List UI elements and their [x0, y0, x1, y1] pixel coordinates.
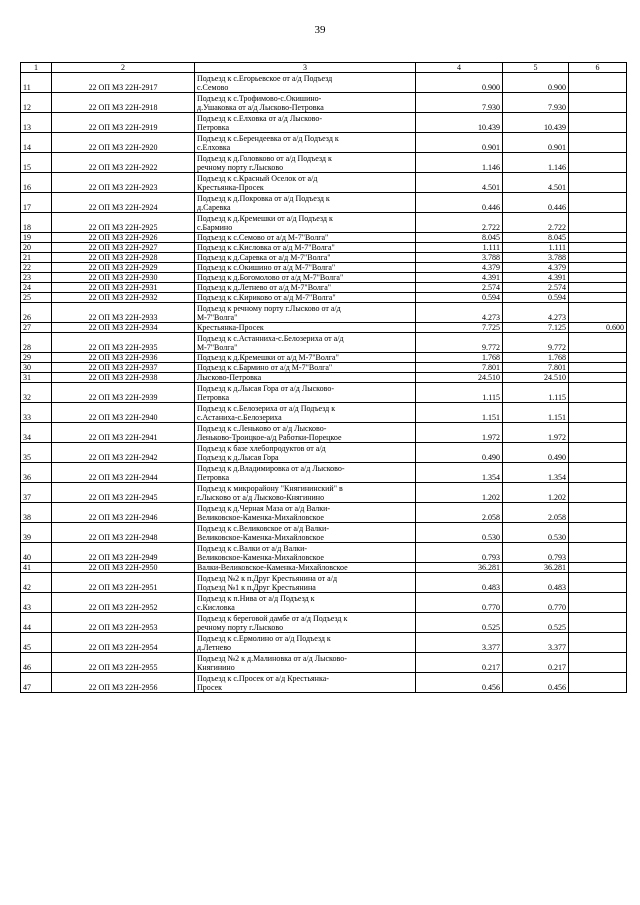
road-code: 22 ОП МЗ 22Н-2949	[52, 543, 195, 563]
length-col-5: 1.354	[503, 463, 569, 483]
length-col-5: 4.501	[503, 173, 569, 193]
table-row	[21, 593, 627, 613]
table-row	[21, 233, 627, 243]
header-col-6: 6	[569, 63, 627, 73]
length-total: 2.058	[416, 503, 503, 523]
length-col-5: 7.125	[503, 323, 569, 333]
road-code: 22 ОП МЗ 22Н-2918	[52, 93, 195, 113]
table-row	[21, 213, 627, 233]
length-total: 10.439	[416, 113, 503, 133]
length-col-6	[569, 353, 627, 363]
road-code: 22 ОП МЗ 22Н-2946	[52, 503, 195, 523]
road-name: Подъезд к с.Астанниха-с.Белозериха от а/д М-7"Волга"	[195, 333, 416, 353]
length-col-5: 3.377	[503, 633, 569, 653]
road-name: Подъезд №2 к д.Малиновка от а/д Лысково- Княгинино	[195, 653, 416, 673]
road-code: 22 ОП МЗ 22Н-2922	[52, 153, 195, 173]
length-total: 0.530	[416, 523, 503, 543]
road-code: 22 ОП МЗ 22Н-2940	[52, 403, 195, 423]
road-code: 22 ОП МЗ 22Н-2953	[52, 613, 195, 633]
length-col-5: 2.058	[503, 503, 569, 523]
length-col-6	[569, 133, 627, 153]
length-col-6	[569, 373, 627, 383]
row-number: 34	[21, 423, 52, 443]
road-name: Подъезд к с.Семово от а/д М-7"Волга"	[195, 233, 416, 243]
length-col-6	[569, 463, 627, 483]
table-row	[21, 283, 627, 293]
length-col-5: 0.901	[503, 133, 569, 153]
length-col-6	[569, 633, 627, 653]
length-col-5: 1.768	[503, 353, 569, 363]
length-col-6	[569, 233, 627, 243]
length-total: 8.045	[416, 233, 503, 243]
length-col-5: 0.483	[503, 573, 569, 593]
road-name: Подъезд к д.Лысая Гора от а/д Лысково- Петровка	[195, 383, 416, 403]
road-code: 22 ОП МЗ 22Н-2923	[52, 173, 195, 193]
row-number: 38	[21, 503, 52, 523]
length-col-5: 4.391	[503, 273, 569, 283]
road-name: Подъезд к с.Ермолино от а/д Подъезд к д.Летнево	[195, 633, 416, 653]
length-total: 36.281	[416, 563, 503, 573]
road-code: 22 ОП МЗ 22Н-2941	[52, 423, 195, 443]
length-col-6	[569, 503, 627, 523]
length-total: 0.217	[416, 653, 503, 673]
table-row	[21, 403, 627, 423]
row-number: 24	[21, 283, 52, 293]
length-col-5: 0.456	[503, 673, 569, 693]
road-name: Подъезд к с.Просек от а/д Крестьянка- Просек	[195, 673, 416, 693]
road-code: 22 ОП МЗ 22Н-2955	[52, 653, 195, 673]
roads-table	[20, 62, 627, 693]
length-col-5: 10.439	[503, 113, 569, 133]
row-number: 32	[21, 383, 52, 403]
length-col-5: 8.045	[503, 233, 569, 243]
length-col-5: 1.151	[503, 403, 569, 423]
length-col-6	[569, 273, 627, 283]
row-number: 44	[21, 613, 52, 633]
table-row	[21, 323, 627, 333]
road-name: Подъезд к речному порту г.Лысково от а/д М-7"Волга"	[195, 303, 416, 323]
table-row	[21, 173, 627, 193]
road-name: Подъезд к береговой дамбе от а/д Подъезд к речному порту г.Лысково	[195, 613, 416, 633]
road-name: Подъезд к с.Кисловка от а/д М-7"Волга"	[195, 243, 416, 253]
road-code: 22 ОП МЗ 22Н-2944	[52, 463, 195, 483]
length-total: 1.111	[416, 243, 503, 253]
length-total: 1.151	[416, 403, 503, 423]
length-total: 7.930	[416, 93, 503, 113]
length-col-6	[569, 613, 627, 633]
road-name: Подъезд к д.Владимировка от а/д Лысково- Петровка	[195, 463, 416, 483]
length-col-6	[569, 333, 627, 353]
road-code: 22 ОП МЗ 22Н-2917	[52, 73, 195, 93]
road-code: 22 ОП МЗ 22Н-2935	[52, 333, 195, 353]
length-col-6	[569, 543, 627, 563]
length-col-5: 1.202	[503, 483, 569, 503]
row-number: 14	[21, 133, 52, 153]
length-col-5: 0.525	[503, 613, 569, 633]
length-col-6	[569, 193, 627, 213]
road-code: 22 ОП МЗ 22Н-2954	[52, 633, 195, 653]
length-col-5: 1.146	[503, 153, 569, 173]
row-number: 16	[21, 173, 52, 193]
length-col-5: 36.281	[503, 563, 569, 573]
length-col-5: 7.930	[503, 93, 569, 113]
road-name: Подъезд к п.Нива от а/д Подъезд к с.Кисловка	[195, 593, 416, 613]
length-total: 4.273	[416, 303, 503, 323]
table-row	[21, 93, 627, 113]
road-name: Подъезд к с.Бармино от а/д М-7"Волга"	[195, 363, 416, 373]
length-col-5: 0.446	[503, 193, 569, 213]
length-total: 0.446	[416, 193, 503, 213]
length-col-5: 24.510	[503, 373, 569, 383]
road-code: 22 ОП МЗ 22Н-2930	[52, 273, 195, 283]
row-number: 40	[21, 543, 52, 563]
length-col-6	[569, 593, 627, 613]
road-name: Подъезд к д.Летнево от а/д М-7"Волга"	[195, 283, 416, 293]
length-col-6	[569, 563, 627, 573]
length-col-5: 0.793	[503, 543, 569, 563]
table-row	[21, 443, 627, 463]
length-total: 1.354	[416, 463, 503, 483]
row-number: 31	[21, 373, 52, 383]
length-col-5: 7.801	[503, 363, 569, 373]
length-col-5: 4.379	[503, 263, 569, 273]
road-name: Подъезд №2 к п.Друг Крестьянина от а/д Подъезд №1 к п.Друг Крестьянина	[195, 573, 416, 593]
table-row	[21, 333, 627, 353]
length-total: 0.900	[416, 73, 503, 93]
length-col-5: 1.111	[503, 243, 569, 253]
length-col-5: 0.530	[503, 523, 569, 543]
road-code: 22 ОП МЗ 22Н-2945	[52, 483, 195, 503]
length-col-5: 0.217	[503, 653, 569, 673]
road-name: Подъезд к с.Кириково от а/д М-7"Волга"	[195, 293, 416, 303]
length-col-6	[569, 213, 627, 233]
road-code: 22 ОП МЗ 22Н-2933	[52, 303, 195, 323]
row-number: 39	[21, 523, 52, 543]
road-code: 22 ОП МЗ 22Н-2928	[52, 253, 195, 263]
road-code: 22 ОП МЗ 22Н-2925	[52, 213, 195, 233]
road-name: Подъезд к д.Кремешки от а/д М-7"Волга"	[195, 353, 416, 363]
row-number: 47	[21, 673, 52, 693]
length-col-6	[569, 283, 627, 293]
row-number: 11	[21, 73, 52, 93]
table-row	[21, 133, 627, 153]
road-name: Подъезд к микрорайону "Княгининский" в г.Лысково от а/д Лысково-Княгинино	[195, 483, 416, 503]
road-code: 22 ОП МЗ 22Н-2939	[52, 383, 195, 403]
header-col-3: 3	[195, 63, 416, 73]
length-col-5: 0.900	[503, 73, 569, 93]
table-row	[21, 573, 627, 593]
length-col-5: 0.594	[503, 293, 569, 303]
length-total: 3.377	[416, 633, 503, 653]
table-row	[21, 253, 627, 263]
length-total: 0.793	[416, 543, 503, 563]
table-row	[21, 483, 627, 503]
length-total: 0.901	[416, 133, 503, 153]
table-row	[21, 463, 627, 483]
length-col-6	[569, 523, 627, 543]
road-name: Подъезд к д.Богомолово от а/д М-7"Волга"	[195, 273, 416, 283]
row-number: 35	[21, 443, 52, 463]
length-col-6	[569, 73, 627, 93]
length-total: 1.146	[416, 153, 503, 173]
table-row	[21, 363, 627, 373]
length-total: 7.801	[416, 363, 503, 373]
length-total: 7.725	[416, 323, 503, 333]
row-number: 28	[21, 333, 52, 353]
length-col-6	[569, 403, 627, 423]
row-number: 12	[21, 93, 52, 113]
table-row	[21, 503, 627, 523]
road-name: Подъезд к с.Красный Оселок от а/д Крестьянка-Просек	[195, 173, 416, 193]
row-number: 41	[21, 563, 52, 573]
table-row	[21, 523, 627, 543]
length-col-6	[569, 113, 627, 133]
length-col-6	[569, 653, 627, 673]
road-name: Крестьянка-Просек	[195, 323, 416, 333]
row-number: 29	[21, 353, 52, 363]
table-row	[21, 563, 627, 573]
road-code: 22 ОП МЗ 22Н-2952	[52, 593, 195, 613]
length-col-6	[569, 263, 627, 273]
length-col-6	[569, 243, 627, 253]
length-total: 1.972	[416, 423, 503, 443]
road-name: Лысково-Петровка	[195, 373, 416, 383]
road-name: Подъезд к базе хлебопродуктов от а/д Подъезд к д.Лысая Гора	[195, 443, 416, 463]
length-col-5: 3.788	[503, 253, 569, 263]
road-name: Подъезд к д.Черная Маза от а/д Валки- Великовское-Каменка-Михайловское	[195, 503, 416, 523]
road-code: 22 ОП МЗ 22Н-2951	[52, 573, 195, 593]
table-row	[21, 243, 627, 253]
road-name: Подъезд к с.Белозериха от а/д Подъезд к с.Астаниха-с.Белозериха	[195, 403, 416, 423]
road-name: Валки-Великовское-Каменка-Михайловское	[195, 563, 416, 573]
row-number: 17	[21, 193, 52, 213]
length-col-6	[569, 363, 627, 373]
road-code: 22 ОП МЗ 22Н-2924	[52, 193, 195, 213]
row-number: 18	[21, 213, 52, 233]
row-number: 15	[21, 153, 52, 173]
length-total: 24.510	[416, 373, 503, 383]
length-total: 4.501	[416, 173, 503, 193]
table-row	[21, 383, 627, 403]
table-row	[21, 303, 627, 323]
header-col-4: 4	[416, 63, 503, 73]
length-total: 0.490	[416, 443, 503, 463]
length-col-6	[569, 483, 627, 503]
length-col-6	[569, 93, 627, 113]
road-code: 22 ОП МЗ 22Н-2938	[52, 373, 195, 383]
row-number: 27	[21, 323, 52, 333]
table-row	[21, 113, 627, 133]
length-total: 0.770	[416, 593, 503, 613]
table-row	[21, 263, 627, 273]
road-name: Подъезд к с.Валки от а/д Валки- Великовское-Каменка-Михайловское	[195, 543, 416, 563]
row-number: 26	[21, 303, 52, 323]
row-number: 23	[21, 273, 52, 283]
row-number: 22	[21, 263, 52, 273]
length-col-5: 9.772	[503, 333, 569, 353]
row-number: 33	[21, 403, 52, 423]
length-col-6	[569, 423, 627, 443]
table-row	[21, 423, 627, 443]
length-col-5: 1.115	[503, 383, 569, 403]
road-name: Подъезд к д.Саревка от а/д М-7"Волга"	[195, 253, 416, 263]
length-col-6	[569, 443, 627, 463]
row-number: 21	[21, 253, 52, 263]
length-total: 0.456	[416, 673, 503, 693]
length-total: 4.379	[416, 263, 503, 273]
road-code: 22 ОП МЗ 22Н-2929	[52, 263, 195, 273]
header-row	[21, 63, 627, 73]
road-code: 22 ОП МЗ 22Н-2937	[52, 363, 195, 373]
length-total: 0.483	[416, 573, 503, 593]
row-number: 43	[21, 593, 52, 613]
length-col-6	[569, 673, 627, 693]
road-code: 22 ОП МЗ 22Н-2934	[52, 323, 195, 333]
road-name: Подъезд к д.Кремешки от а/д Подъезд к с.Бармино	[195, 213, 416, 233]
length-col-6	[569, 173, 627, 193]
row-number: 37	[21, 483, 52, 503]
row-number: 45	[21, 633, 52, 653]
table-row	[21, 613, 627, 633]
length-col-6	[569, 573, 627, 593]
road-name: Подъезд к д.Покровка от а/д Подъезд к д.Саревка	[195, 193, 416, 213]
road-code: 22 ОП МЗ 22Н-2942	[52, 443, 195, 463]
table-row	[21, 373, 627, 383]
road-code: 22 ОП МЗ 22Н-2919	[52, 113, 195, 133]
road-code: 22 ОП МЗ 22Н-2950	[52, 563, 195, 573]
length-total: 2.574	[416, 283, 503, 293]
table-row	[21, 73, 627, 93]
table-row	[21, 673, 627, 693]
length-total: 0.594	[416, 293, 503, 303]
road-name: Подъезд к с.Трофимово-с.Окишино- д.Ушаковка от а/д Лысково-Петровка	[195, 93, 416, 113]
road-code: 22 ОП МЗ 22Н-2948	[52, 523, 195, 543]
length-col-6	[569, 153, 627, 173]
length-total: 2.722	[416, 213, 503, 233]
length-col-6	[569, 303, 627, 323]
length-col-5: 4.273	[503, 303, 569, 323]
length-col-6: 0.600	[569, 323, 627, 333]
table-row	[21, 543, 627, 563]
road-name: Подъезд к с.Егорьевское от а/д Подъезд с.Семово	[195, 73, 416, 93]
table-row	[21, 353, 627, 363]
road-name: Подъезд к с.Окишино от а/д М-7"Волга"	[195, 263, 416, 273]
header-col-2: 2	[52, 63, 195, 73]
road-code: 22 ОП МЗ 22Н-2927	[52, 243, 195, 253]
road-code: 22 ОП МЗ 22Н-2931	[52, 283, 195, 293]
length-total: 0.525	[416, 613, 503, 633]
road-name: Подъезд к с.Елховка от а/д Лысково- Петровка	[195, 113, 416, 133]
length-col-5: 1.972	[503, 423, 569, 443]
length-col-6	[569, 253, 627, 263]
table-row	[21, 273, 627, 283]
row-number: 42	[21, 573, 52, 593]
length-total: 1.202	[416, 483, 503, 503]
table-row	[21, 293, 627, 303]
road-code: 22 ОП МЗ 22Н-2920	[52, 133, 195, 153]
row-number: 30	[21, 363, 52, 373]
road-code: 22 ОП МЗ 22Н-2956	[52, 673, 195, 693]
header-col-1: 1	[21, 63, 52, 73]
table-row	[21, 633, 627, 653]
length-col-6	[569, 293, 627, 303]
length-col-5: 0.770	[503, 593, 569, 613]
road-name: Подъезд к с.Берендеевка от а/д Подъезд к с.Елховка	[195, 133, 416, 153]
road-name: Подъезд к д.Головково от а/д Подъезд к речному порту г.Лысково	[195, 153, 416, 173]
row-number: 19	[21, 233, 52, 243]
table-row	[21, 653, 627, 673]
road-name: Подъезд к с.Великовское от а/д Валки- Великовское-Каменка-Михайловское	[195, 523, 416, 543]
road-code: 22 ОП МЗ 22Н-2932	[52, 293, 195, 303]
length-total: 1.115	[416, 383, 503, 403]
row-number: 46	[21, 653, 52, 673]
length-col-5: 2.574	[503, 283, 569, 293]
header-col-5: 5	[503, 63, 569, 73]
table-row	[21, 193, 627, 213]
row-number: 13	[21, 113, 52, 133]
row-number: 20	[21, 243, 52, 253]
road-code: 22 ОП МЗ 22Н-2926	[52, 233, 195, 243]
length-total: 4.391	[416, 273, 503, 283]
road-code: 22 ОП МЗ 22Н-2936	[52, 353, 195, 363]
length-col-5: 0.490	[503, 443, 569, 463]
length-total: 9.772	[416, 333, 503, 353]
row-number: 25	[21, 293, 52, 303]
length-col-6	[569, 383, 627, 403]
row-number: 36	[21, 463, 52, 483]
length-total: 3.788	[416, 253, 503, 263]
length-col-5: 2.722	[503, 213, 569, 233]
table-row	[21, 153, 627, 173]
length-total: 1.768	[416, 353, 503, 363]
road-name: Подъезд к с.Леньково от а/д Лысково- Леньково-Троицкое-а/д Работки-Порецкое	[195, 423, 416, 443]
page-number: 39	[314, 24, 326, 36]
